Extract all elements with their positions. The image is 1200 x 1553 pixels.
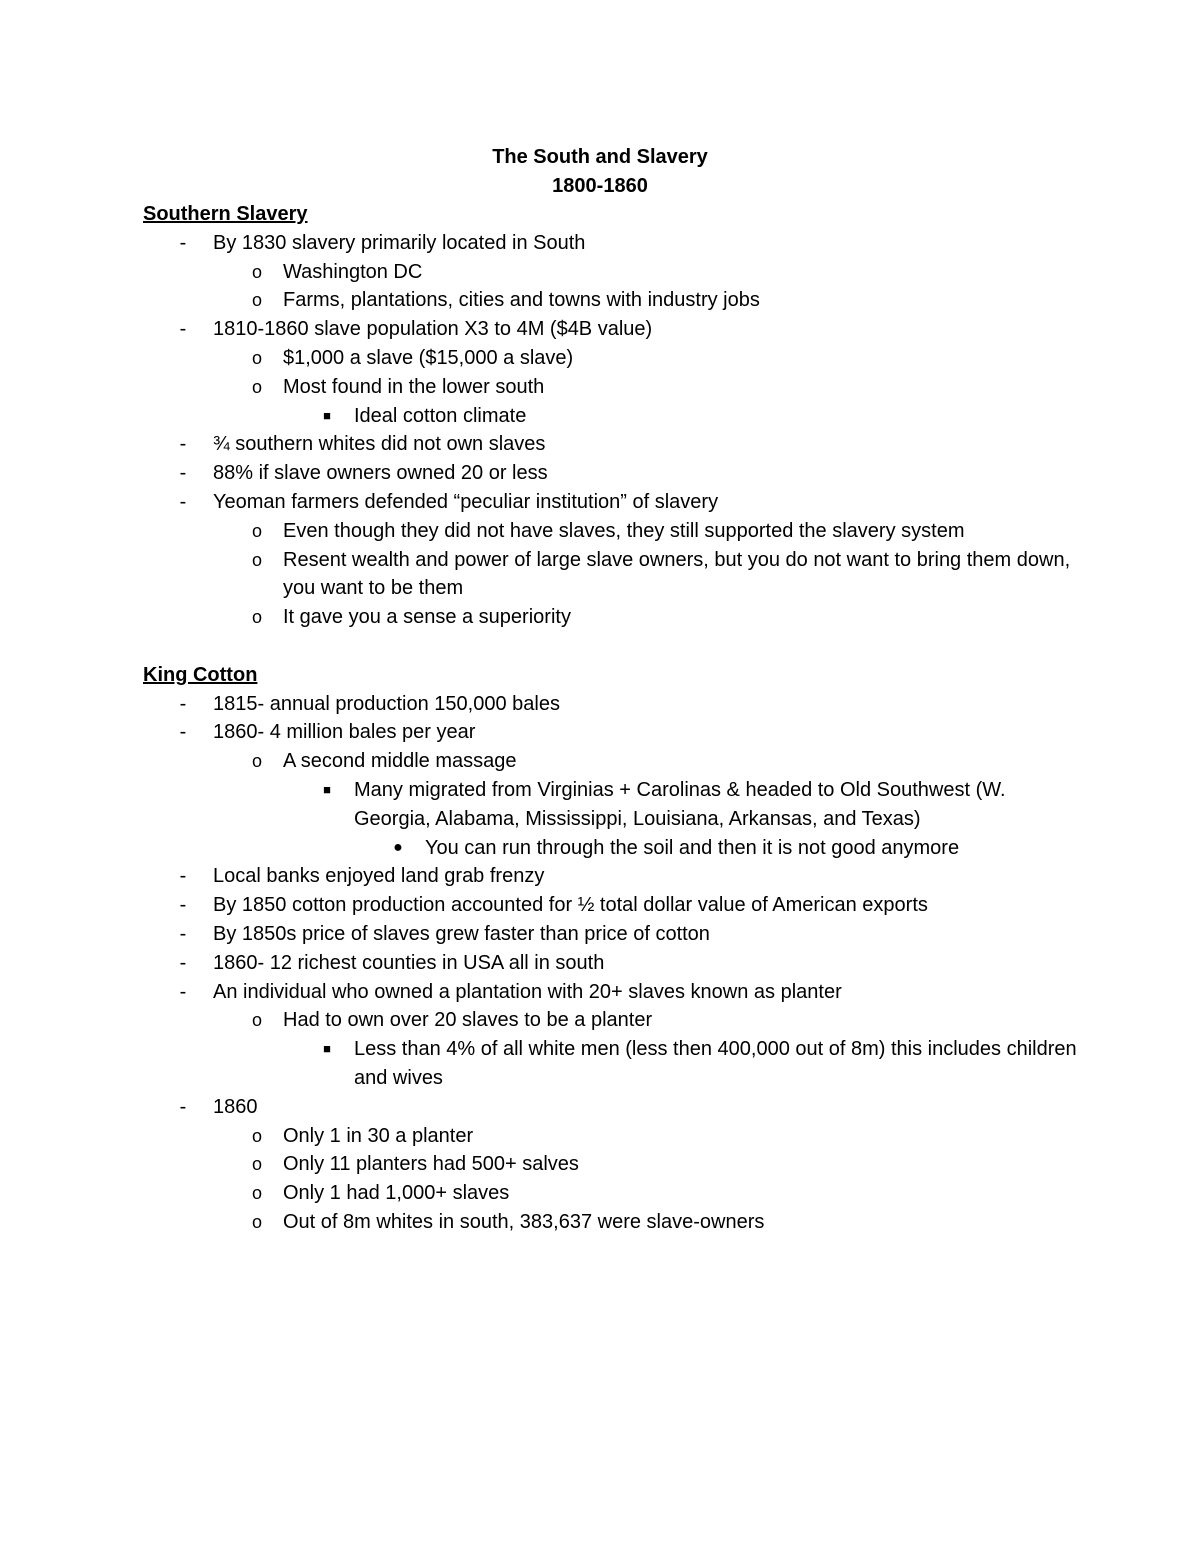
list-item-text: 1860- 4 million bales per year: [213, 721, 476, 744]
list-item-text: Only 1 in 30 a planter: [283, 1124, 474, 1147]
list-item: [143, 459, 1083, 488]
list-item: [143, 546, 1083, 604]
list-item: [143, 1035, 1083, 1093]
list-item-text: It gave you a sense a superiority: [283, 606, 571, 629]
list-item-text: Less than 4% of all white men (less then 400,000 out of 8m) this includes children and wives: [354, 1038, 1077, 1089]
list-item-text: 1860: [213, 1095, 258, 1118]
dash-bullet: -: [179, 721, 187, 744]
list-item-text: Most found in the lower south: [283, 375, 545, 398]
dash-bullet: -: [179, 231, 187, 254]
circle-bullet: o: [251, 1211, 262, 1232]
list-item-text: 88% if slave owners owned 20 or less: [213, 462, 548, 485]
list-item: [143, 315, 1083, 344]
list-item: [143, 776, 1083, 834]
circle-bullet: o: [251, 1154, 262, 1175]
list-item: [143, 1006, 1083, 1035]
list-item-text: 1860- 12 richest counties in USA all in south: [213, 951, 605, 974]
list-item-text: ¾ southern whites did not own slaves: [213, 433, 546, 456]
list-item: [143, 1179, 1083, 1208]
dash-bullet: -: [179, 462, 187, 485]
title-block: [0, 143, 1200, 201]
list-item: [143, 344, 1083, 373]
list-item: [143, 373, 1083, 402]
list-item: [143, 402, 1083, 431]
section-heading: King Cotton: [143, 663, 258, 686]
list-item-text: By 1850 cotton production accounted for ½ total dollar value of American exports: [213, 894, 928, 917]
list-item: [143, 690, 1083, 719]
list-item: [143, 920, 1083, 949]
dash-bullet: -: [179, 865, 187, 888]
list-item-text: Had to own over 20 slaves to be a planter: [283, 1009, 653, 1032]
list-item: [143, 488, 1083, 517]
list-item: [143, 834, 1083, 863]
dash-bullet: -: [179, 433, 187, 456]
list-item: [143, 229, 1083, 258]
list-item: [143, 258, 1083, 287]
circle-bullet: o: [251, 376, 262, 397]
square-bullet: ■: [323, 407, 331, 423]
circle-bullet: o: [251, 520, 262, 541]
dash-bullet: -: [179, 1095, 187, 1118]
list-item: [143, 1093, 1083, 1122]
list-item: [143, 862, 1083, 891]
circle-bullet: o: [251, 347, 262, 368]
list-item: [143, 430, 1083, 459]
list-item-text: By 1850s price of slaves grew faster than price of cotton: [213, 922, 710, 945]
list-item-text: Even though they did not have slaves, they still supported the slavery system: [283, 519, 965, 542]
document-subtitle: 1800-1860: [552, 174, 648, 197]
list-item: [143, 978, 1083, 1007]
dash-bullet: -: [179, 692, 187, 715]
list-item-text: Many migrated from Virginias + Carolinas & headed to Old Southwest (W. Georgia, Alabama, Mississippi, Louisiana, Arkansas, and Texas): [354, 778, 1006, 830]
list-item: [143, 517, 1083, 546]
circle-bullet: o: [251, 1010, 262, 1031]
dash-bullet: -: [179, 951, 187, 974]
list-item-text: Washington DC: [283, 260, 423, 283]
square-bullet: ■: [323, 781, 331, 797]
list-item-text: Farms, plantations, cities and towns with industry jobs: [283, 289, 760, 312]
list-item-text: Local banks enjoyed land grab frenzy: [213, 865, 545, 888]
list-item-text: Resent wealth and power of large slave owners, but you do not want to bring them down, you want to be them: [283, 548, 1071, 600]
circle-bullet: o: [251, 607, 262, 628]
list-item-text: 1815- annual production 150,000 bales: [213, 692, 560, 715]
list-item-text: Ideal cotton climate: [354, 404, 527, 427]
list-item-text: Only 11 planters had 500+ salves: [283, 1153, 579, 1176]
list-item: [143, 1208, 1083, 1237]
document-title: The South and Slavery: [492, 146, 708, 168]
circle-bullet: o: [251, 549, 262, 570]
list-item-text: Yeoman farmers defended “peculiar institution” of slavery: [213, 490, 719, 513]
section-heading: Southern Slavery: [143, 203, 308, 225]
list-item-text: A second middle massage: [283, 750, 517, 773]
dash-bullet: -: [179, 490, 187, 513]
circle-bullet: o: [251, 290, 262, 311]
list-item: [143, 747, 1083, 776]
dash-bullet: -: [179, 980, 187, 1003]
list-item-text: Only 1 had 1,000+ slaves: [283, 1182, 510, 1205]
circle-bullet: o: [251, 751, 262, 772]
list-item: [143, 603, 1083, 632]
list-item: [143, 949, 1083, 978]
list-item: [143, 1150, 1083, 1179]
list-item: [143, 891, 1083, 920]
dash-bullet: -: [179, 318, 187, 341]
square-bullet: ■: [323, 1041, 331, 1057]
dash-bullet: -: [179, 894, 187, 917]
circle-bullet: o: [251, 1125, 262, 1146]
list-item: [143, 718, 1083, 747]
list-item: [143, 286, 1083, 315]
list-item-text: You can run through the soil and then it is not good anymore: [425, 836, 960, 859]
list-item: [143, 1122, 1083, 1151]
list-item-text: Out of 8m whites in south, 383,637 were slave-owners: [283, 1210, 765, 1233]
circle-bullet: o: [251, 261, 262, 282]
list-item-text: An individual who owned a plantation with 20+ slaves known as planter: [213, 980, 842, 1003]
dash-bullet: -: [179, 922, 187, 945]
list-item-text: $1,000 a slave ($15,000 a slave): [283, 346, 574, 369]
document-body: [143, 200, 1083, 1237]
circle-bullet: o: [251, 1183, 262, 1204]
list-item-text: By 1830 slavery primarily located in South: [213, 231, 586, 254]
dot-bullet: ●: [393, 838, 403, 856]
list-item-text: 1810-1860 slave population X3 to 4M ($4B value): [213, 318, 653, 341]
section-spacer: [143, 632, 1083, 661]
